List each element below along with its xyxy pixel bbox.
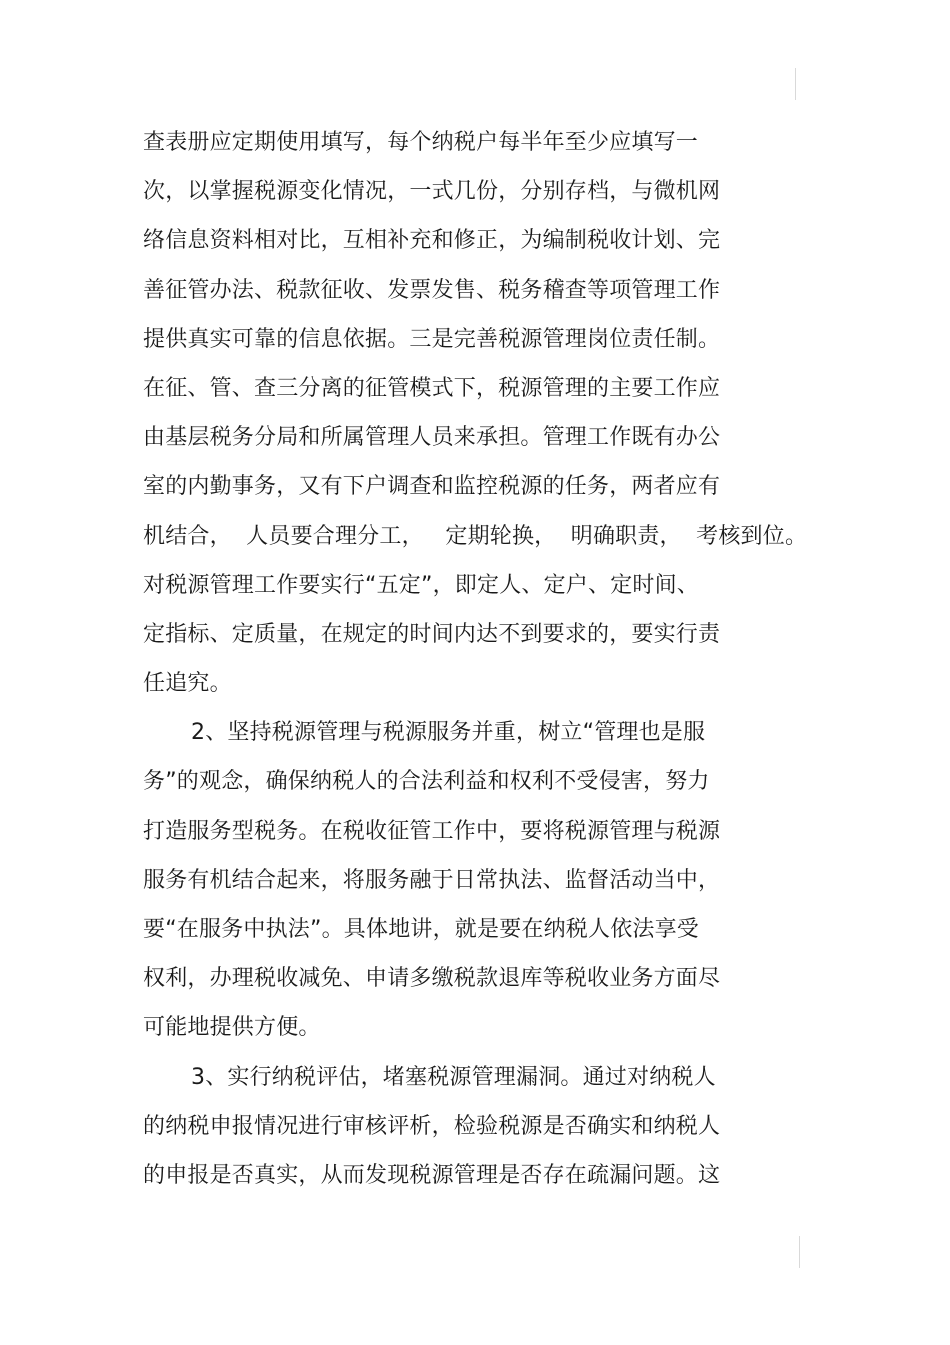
text-line: 服务有机结合起来，将服务融于日常执法、监督活动当中， (143, 867, 721, 893)
text-line: 要“在服务中执法”。具体地讲，就是要在纳税人依法享受 (143, 917, 699, 942)
text-line: 对税源管理工作要实行“五定”，即定人、定户、定时间、 (143, 572, 699, 598)
text-line: 机结合， 人员要合理分工， 定期轮换， 明确职责， 考核到位。 (143, 523, 808, 549)
text-line: 的申报是否真实，从而发现税源管理是否存在疏漏问题。这 (143, 1162, 721, 1188)
text-line: 定指标、定质量，在规定的时间内达不到要求的，要实行责 (143, 621, 721, 647)
text-line: 提供真实可靠的信息依据。三是完善税源管理岗位责任制。 (143, 326, 721, 352)
paragraph-start-line: 2、坚持税源管理与税源服务并重，树立“管理也是服 (191, 720, 706, 746)
page-corner-mark-bottom (799, 1236, 800, 1268)
text-line: 在征、管、查三分离的征管模式下，税源管理的主要工作应 (143, 375, 721, 401)
body-text (143, 118, 808, 1200)
text-line: 室的内勤事务，又有下户调查和监控税源的任务，两者应有 (143, 474, 721, 500)
paragraph-start-line: 3、实行纳税评估，堵塞税源管理漏洞。通过对纳税人 (191, 1064, 716, 1090)
text-line: 务”的观念，确保纳税人的合法利益和权利不受侵害，努力 (143, 769, 710, 795)
text-line: 查表册应定期使用填写，每个纳税户每半年至少应填写一 (143, 130, 699, 155)
text-line: 任追究。 (143, 671, 232, 697)
text-line: 的纳税申报情况进行审核评析，检验税源是否确实和纳税人 (143, 1113, 721, 1139)
text-line: 络信息资料相对比，互相补充和修正，为编制税收计划、完 (143, 228, 721, 254)
page-corner-mark-top (795, 68, 796, 100)
text-line: 权利，办理税收减免、申请多缴税款退库等税收业务方面尽 (143, 966, 721, 992)
text-line: 打造服务型税务。在税收征管工作中，要将税源管理与税源 (143, 818, 721, 844)
text-line: 由基层税务分局和所属管理人员来承担。管理工作既有办公 (143, 425, 721, 451)
text-line: 善征管办法、税款征收、发票发售、税务稽查等项管理工作 (143, 277, 721, 303)
text-line: 可能地提供方便。 (143, 1015, 321, 1041)
text-line: 次，以掌握税源变化情况，一式几份，分别存档，与微机网 (143, 179, 721, 205)
